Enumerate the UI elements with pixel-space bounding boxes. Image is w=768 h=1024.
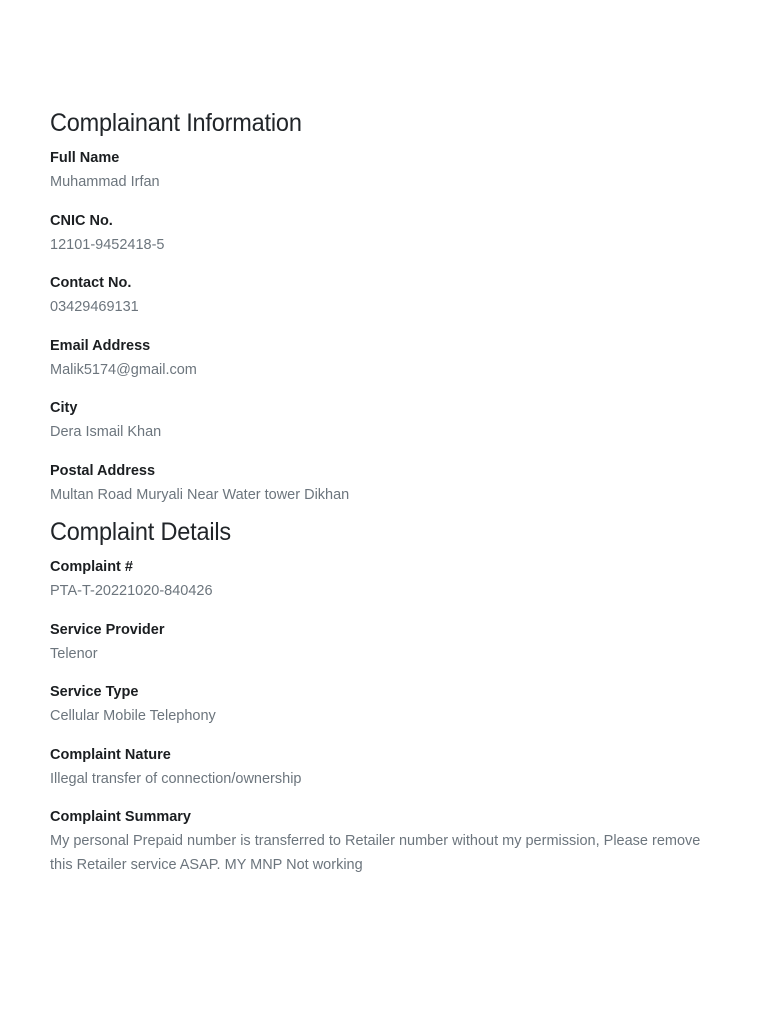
contact-number-value: 03429469131 [50,299,139,315]
full-name-field [50,148,720,195]
complaint-document [50,107,720,893]
complainant-information-section [50,107,720,507]
email-address-value: Malik5174@gmail.com [50,361,197,378]
complaint-summary-field [50,807,720,877]
complaint-summary-label: Complaint Summary [50,809,191,825]
postal-address-label: Postal Address [50,462,156,479]
contact-number-label: Contact No. [50,275,132,291]
cnic-field [50,211,720,258]
complaint-nature-label: Complaint Nature [50,746,171,763]
service-type-value: Cellular Mobile Telephony [50,708,216,724]
service-provider-field [50,620,720,667]
complaint-details-heading: Complaint Details [50,518,231,546]
full-name-value: Muhammad Irfan [50,174,160,190]
email-address-field [50,336,720,383]
city-field [50,398,720,445]
complaint-summary-value: My personal Prepaid number is transferred to Retailer number without my permission, Please remove this Retailer service ASAP. MY MNP Not working [50,833,701,873]
service-provider-value: Telenor [50,645,98,662]
complaint-details-section [50,516,720,877]
full-name-label: Full Name [50,150,120,166]
contact-number-field [50,273,720,320]
complaint-nature-field [50,745,720,792]
city-label: City [50,400,78,416]
complaint-number-value: PTA-T-20221020-840426 [50,583,213,599]
complaint-number-field [50,557,720,604]
service-provider-label: Service Provider [50,621,165,638]
city-value: Dera Ismail Khan [50,424,162,440]
cnic-value: 12101-9452418-5 [50,236,165,253]
postal-address-value: Multan Road Muryali Near Water tower Dikhan [50,486,350,503]
complaint-nature-value: Illegal transfer of connection/ownership [50,770,302,787]
cnic-label: CNIC No. [50,212,113,229]
email-address-label: Email Address [50,337,151,354]
service-type-label: Service Type [50,684,139,700]
service-type-field [50,682,720,729]
postal-address-field [50,461,720,508]
complainant-information-heading: Complainant Information [50,109,302,137]
complaint-number-label: Complaint # [50,559,133,575]
